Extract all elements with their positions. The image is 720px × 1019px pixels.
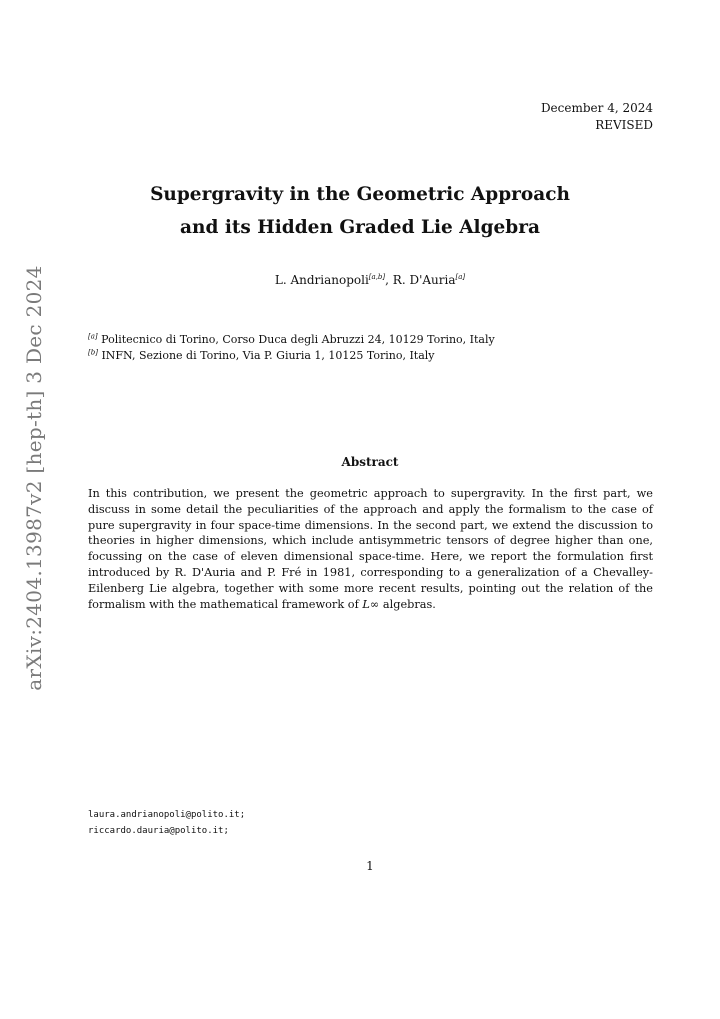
paper-title xyxy=(0,178,720,244)
email-address: laura.andrianopoli@polito.it; xyxy=(88,810,246,820)
date-text: December 4, 2024 xyxy=(540,101,653,115)
abstract-heading: Abstract xyxy=(341,455,399,469)
page-number: 1 xyxy=(366,859,374,873)
affiliation-mark: [a] xyxy=(88,332,98,341)
email-address: riccardo.dauria@polito.it; xyxy=(88,826,229,836)
math-symbol: L∞ xyxy=(362,597,380,611)
arxiv-stamp: arXiv:2404.13987v2 [hep-th] 3 Dec 2024 xyxy=(22,265,46,691)
title-line-1: Supergravity in the Geometric Approach xyxy=(150,184,570,205)
author-name: R. D'Auria xyxy=(392,273,456,287)
affiliation-mark: [b] xyxy=(88,348,98,357)
revision-status: REVISED xyxy=(595,118,653,132)
author-name: L. Andrianopoli xyxy=(274,273,369,287)
author-list xyxy=(0,273,720,287)
date-block xyxy=(541,100,653,134)
affiliation-item xyxy=(88,332,495,348)
abstract-text: In this contribution, we present the geometric approach to supergravity. In the first part, we discuss in some detail the peculiarities of the approach and apply the formalism to the case of pure supergravity in four space-time dimensions. In the second part, we extend the discussion to theories in higher dimensions, which include antisymmetric tensors of degree higher than one, focussing on the case of eleven dimensional space-time. Here, we report the formulation first introduced by R. D'Auria and P. Fré in 1981, corresponding to a generalization of a Chevalley-Eilenberg Lie algebra, together with some more recent results, pointing out the relation of the formalism with the mathematical framework of xyxy=(88,487,653,611)
affiliation-item xyxy=(88,348,495,364)
abstract-body xyxy=(88,486,653,612)
author-affiliation-mark: [a] xyxy=(455,273,466,281)
author-separator: , xyxy=(385,273,393,287)
author-affiliation-mark: [a,b] xyxy=(368,273,386,281)
abstract-text-end: algebras. xyxy=(379,597,436,611)
affiliation-list xyxy=(88,332,495,364)
title-line-2: and its Hidden Graded Lie Algebra xyxy=(180,217,540,238)
affiliation-text: Politecnico di Torino, Corso Duca degli Abruzzi 24, 10129 Torino, Italy xyxy=(101,333,495,346)
email-footnote xyxy=(88,807,245,839)
affiliation-text: INFN, Sezione di Torino, Via P. Giuria 1, 10125 Torino, Italy xyxy=(101,349,435,362)
